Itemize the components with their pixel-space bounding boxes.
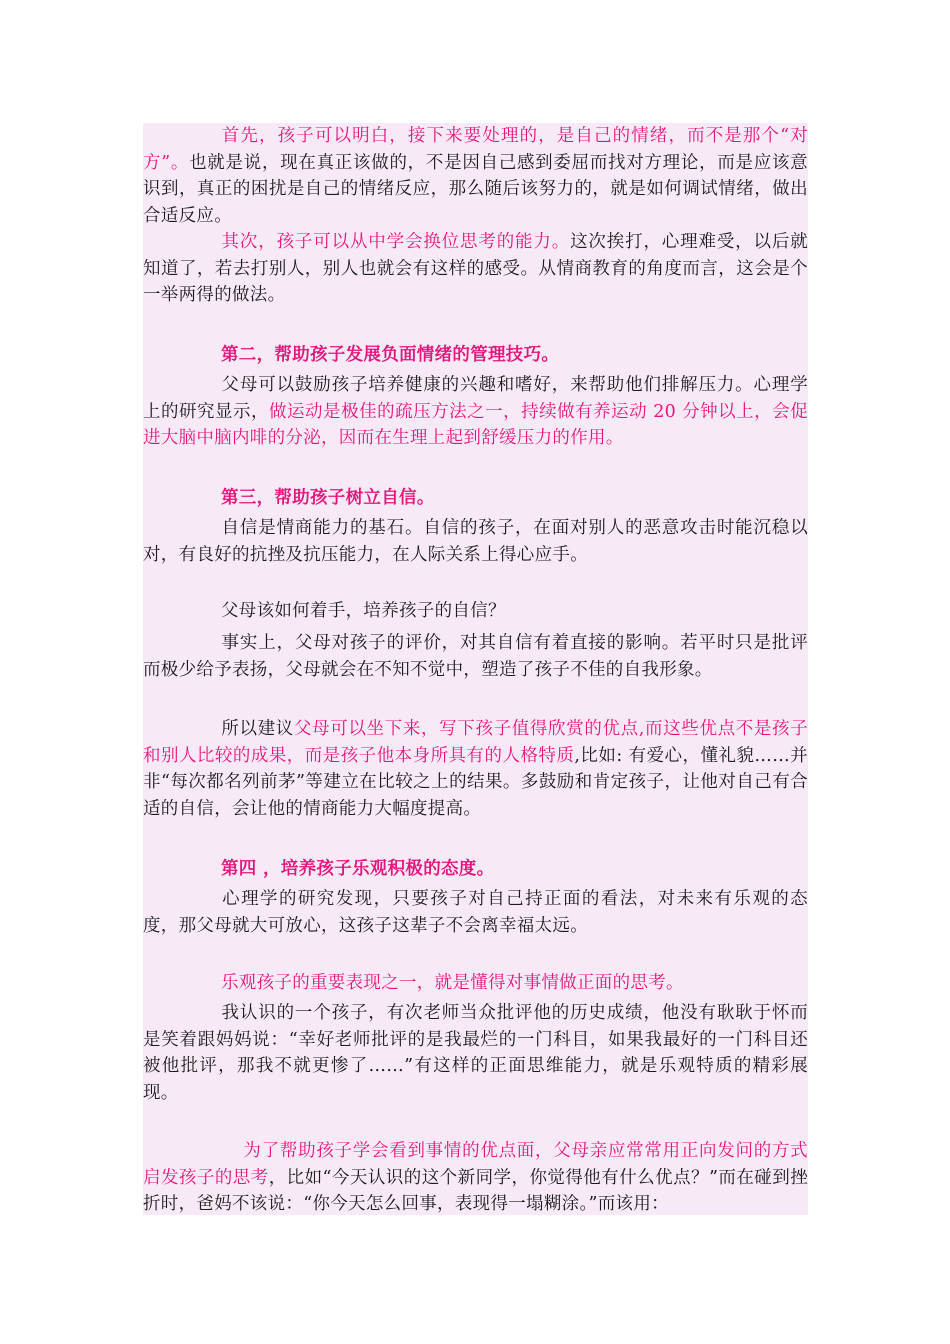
paragraph-9: 乐观孩子的重要表现之一，就是懂得对事情做正面的思考。 bbox=[221, 973, 684, 993]
heading-4: 第四 ，培养孩子乐观积极的态度。 bbox=[221, 859, 495, 879]
paragraph-6: 事实上，父母对孩子的评价，对其自信有着直接的影响。若平时只是批评而极少给予表扬，父母就会在不知不觉中，塑造了孩子不佳的自我形象。 bbox=[143, 633, 808, 680]
heading-3: 第三，帮助孩子树立自信。 bbox=[221, 488, 435, 508]
paragraph-4: 自信是情商能力的基石。自信的孩子，在面对别人的恶意攻击时能沉稳以对，有良好的抗挫及抗压能力，在人际关系上得心应手。 bbox=[143, 518, 808, 565]
paragraph-2: 其次，孩子可以从中学会换位思考的能力。这次挨打，心理难受，以后就知道了，若去打别人，别人也就会有这样的感受。从情商教育的角度而言，这会是个一举两得的做法。 bbox=[143, 232, 808, 305]
heading-2: 第二，帮助孩子发展负面情绪的管理技巧。 bbox=[221, 345, 560, 365]
paragraph-1: 首先，孩子可以明白，接下来要处理的，是自己的情绪，而不是那个“对方”。也就是说，现在真正该做的，不是因自己感到委屈而找对方理论，而是应该意识到，真正的困扰是自己的情绪反应，那么随后该努力的，就是如何调试情绪，做出合适反应。 bbox=[143, 126, 808, 226]
paragraph-7: 所以建议父母可以坐下来，写下孩子值得欣赏的优点,而这些优点不是孩子和别人比较的成果，而是孩子他本身所具有的人格特质,比如: 有爱心，懂礼貌……并非“每次都名列前茅”等建立在比较之上的结果。多鼓励和肯定孩子，让他对自己有合适的自信，会让他的情商能力大幅度提高。 bbox=[143, 719, 808, 819]
paragraph-10: 我认识的一个孩子，有次老师当众批评他的历史成绩，他没有耿耿于怀而是笑着跟妈妈说：“幸好老师批评的是我最烂的一门科目，如果我最好的一门科目还被他批评，那我不就更惨了……”有这样的正面思维能力，就是乐观特质的精彩展现。 bbox=[143, 1003, 808, 1103]
paragraph-11: 为了帮助孩子学会看到事情的优点面，父母亲应常常用正向发问的方式启发孩子的思考，比如“今天认识的这个新同学，你觉得他有什么优点？”而在碰到挫折时，爸妈不该说：“你今天怎么回事，表现得一塌糊涂。”而该用： bbox=[143, 1141, 808, 1214]
document-page bbox=[143, 123, 808, 1215]
paragraph-5: 父母该如何着手，培养孩子的自信？ bbox=[221, 601, 506, 621]
paragraph-8: 心理学的研究发现，只要孩子对自己持正面的看法，对未来有乐观的态度，那父母就大可放心，这孩子这辈子不会离幸福太远。 bbox=[143, 889, 808, 936]
paragraph-3: 父母可以鼓励孩子培养健康的兴趣和嗜好，来帮助他们排解压力。心理学上的研究显示，做运动是极佳的疏压方法之一，持续做有养运动 20 分钟以上，会促进大脑中脑内啡的分泌，因而在生理上起到舒缓压力的作用。 bbox=[143, 375, 808, 448]
